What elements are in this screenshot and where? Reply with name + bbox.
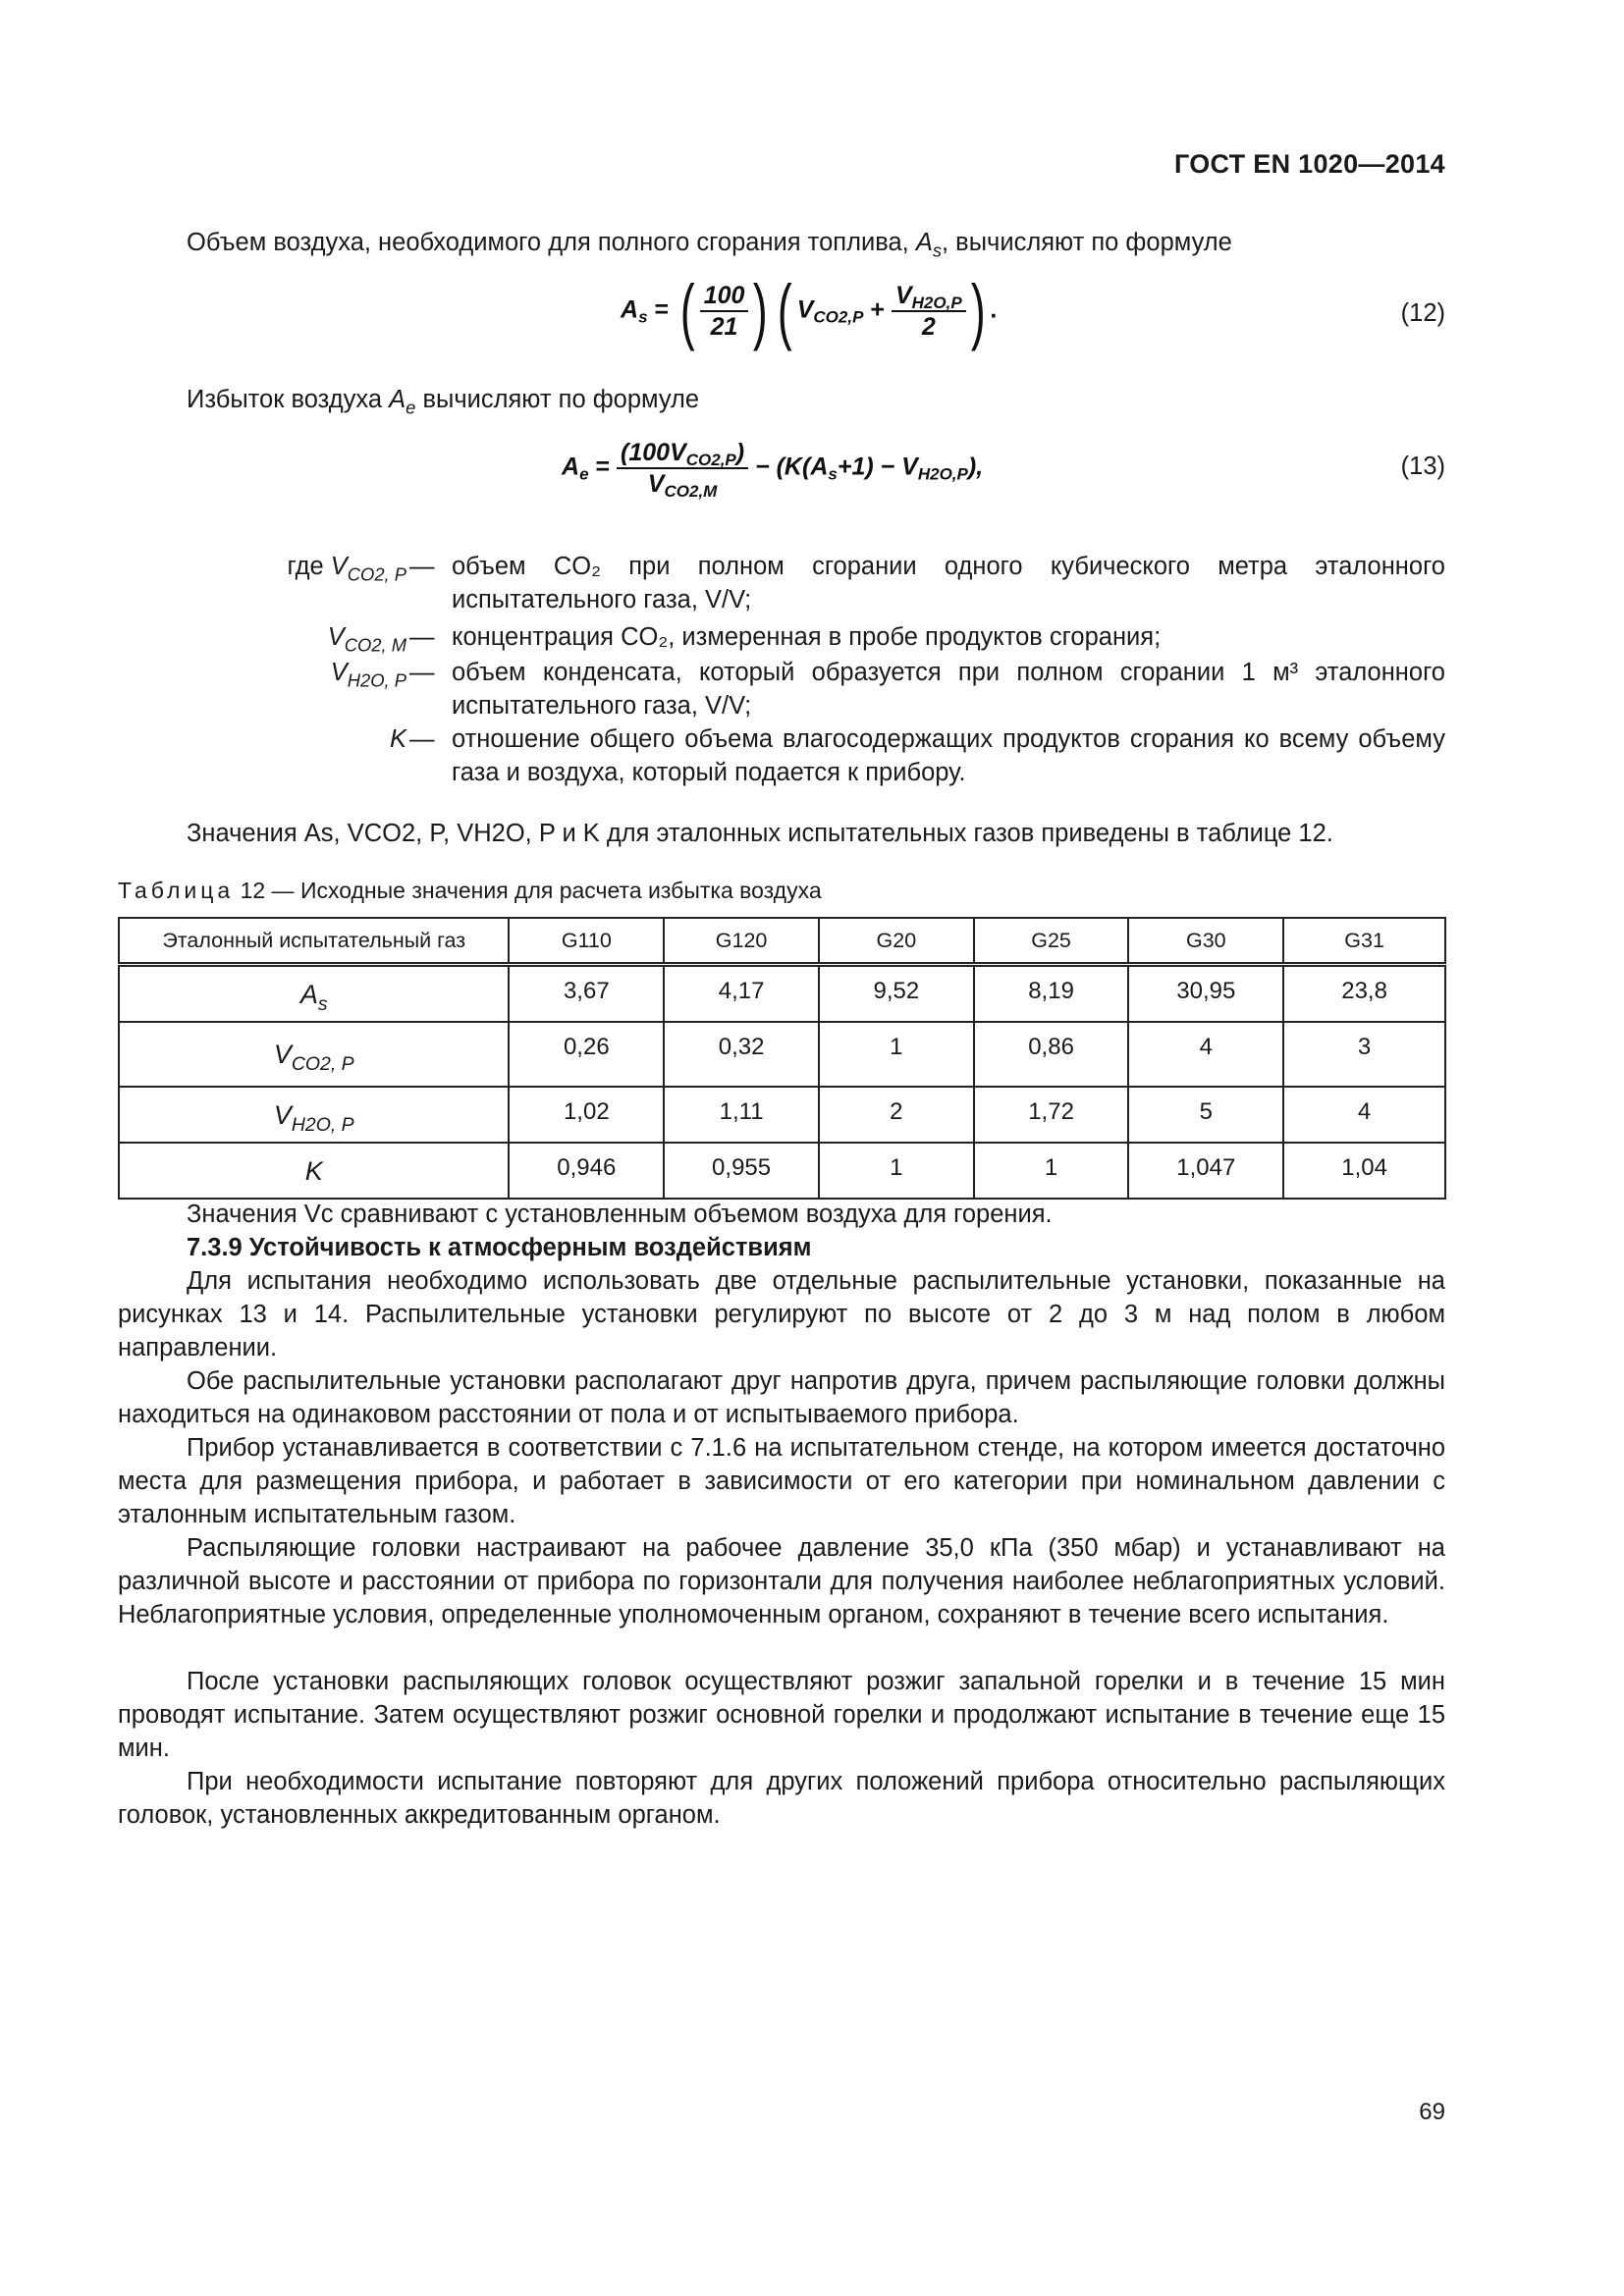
formula-13-den: V — [647, 470, 665, 498]
intro-as-text-post: , вычисляют по формуле — [942, 229, 1232, 256]
formula-13-den-sub: CO2,M — [664, 482, 718, 502]
table-header-cell: G120 — [664, 918, 819, 965]
table-cell: 1,04 — [1283, 1143, 1445, 1199]
formula-13-rest-mid: +1) − V — [837, 453, 918, 481]
table-header-cell: G31 — [1283, 918, 1445, 965]
body-paragraph: Для испытания необходимо использовать две отдельные распылительные установки, показанные на рисунках 13 и 14. Распылительные установки регулируют по высоте от 2 до 3 м над полом в любом направлении. — [118, 1267, 1445, 1362]
table-row — [119, 1022, 1445, 1087]
table-cell: 0,955 — [664, 1143, 819, 1199]
vc-sentence: Значения Vc сравнивают с установленным объемом воздуха для горения. — [187, 1201, 1053, 1228]
definition-term-sub: H2O, P — [347, 669, 406, 691]
intro-ae-text-post: вычисляют по формуле — [415, 386, 700, 413]
body-paragraph: После установки распыляющих головок осуществляют розжиг запальной горелки и в течение 15 мин проводят испытание. Затем осуществляют розжиг основной горелки и продолжают испытание в течение еще 15 мин. — [118, 1668, 1445, 1762]
definition-text: объем конденсата, который образуется при полном сгорании 1 м³ эталонного испытательного газа, V/V; — [452, 659, 1445, 720]
table-cell: 2 — [819, 1087, 974, 1143]
body-paragraph: Прибор устанавливается в соответствии с 7.1.6 на испытательном стенде, на котором имеется достаточно места для размещения прибора, и работает в зависимости от его категории при номинальном давлении с эталонным испытательным газом. — [118, 1434, 1445, 1528]
definition-prefix: где — [287, 553, 331, 580]
table-cell: 4,17 — [664, 965, 819, 1023]
formula-13-lhs: A — [562, 453, 580, 481]
table-header-cell: G110 — [509, 918, 664, 965]
table-cell: 0,26 — [509, 1022, 664, 1087]
row-label-symbol: K — [304, 1155, 323, 1186]
table-cell: 8,19 — [974, 965, 1129, 1023]
formula-12-v2-den: 2 — [921, 313, 936, 341]
table-cell: 3,67 — [509, 965, 664, 1023]
intro-ae-text: Избыток воздуха — [187, 386, 390, 413]
equation-number-13: (13) — [1400, 453, 1445, 480]
definition-term-symbol: K — [389, 725, 406, 753]
table-cell: 4 — [1283, 1087, 1445, 1143]
definition-text: концентрация CO₂, измеренная в пробе продуктов сгорания; — [452, 623, 1162, 651]
formula-12-lhs-sub: s — [638, 307, 648, 327]
intro-as-text: Объем воздуха, необходимого для полного сгорания топлива, — [187, 229, 916, 256]
formula-12-fraction-2 — [892, 281, 966, 342]
formula-12-v1: V — [796, 295, 814, 324]
row-label-symbol: A — [299, 979, 318, 1009]
formula-12-den: 21 — [710, 313, 738, 341]
table-cell: 1 — [974, 1143, 1129, 1199]
formula-12-fraction — [700, 281, 749, 342]
formula-12-num: 100 — [700, 281, 749, 312]
definition-term — [287, 550, 406, 583]
formula-13-fraction — [617, 438, 748, 502]
table-header-cell: Эталонный испытательный газ — [119, 918, 509, 965]
formula-13-rest-post: ), — [967, 453, 984, 481]
definition-text: отношение общего объема влагосодержащих продуктов сгорания ко всему объему газа и воздуха, который подается к прибору. — [452, 725, 1445, 786]
page-number: 69 — [1419, 2099, 1445, 2125]
formula-13-lhs-sub: e — [579, 464, 589, 484]
section-heading: 7.3.9 Устойчивость к атмосферным воздействиям — [187, 1234, 812, 1261]
definition-term-symbol: V — [330, 659, 348, 686]
formula-12-v1-sub: CO2,P — [813, 307, 864, 327]
definition-term — [331, 656, 406, 689]
table-header-cell: G20 — [819, 918, 974, 965]
formula-13-rest-sub2: H2O,P — [917, 464, 968, 484]
values-sentence: Значения As, VCO2, P, VH2O, P и K для эталонных испытательных газов приведены в таблице 12. — [187, 820, 1333, 847]
table-header-row — [119, 918, 1445, 965]
table-cell: 1,02 — [509, 1087, 664, 1143]
table-header-cell: G25 — [974, 918, 1129, 965]
body-paragraph: При необходимости испытание повторяют для других положений прибора относительно распыляющих головок, установленных аккредитованным органом. — [118, 1768, 1445, 1829]
definition-text: объем CO₂ при полном сгорании одного кубического метра эталонного испытательного газа, V/V; — [452, 553, 1445, 614]
formula-12-lhs: A — [621, 295, 639, 324]
table-row-label — [119, 965, 509, 1023]
definition-term-symbol: V — [330, 553, 348, 580]
table-12 — [118, 917, 1446, 1200]
definition-dash: — — [409, 725, 435, 753]
definition-term — [328, 620, 406, 654]
row-label-symbol: V — [273, 1099, 292, 1130]
formula-13-rest-pre: − (K(A — [755, 453, 829, 481]
definition-term-symbol: V — [327, 623, 345, 651]
table-cell: 0,946 — [509, 1143, 664, 1199]
definition-dash: — — [409, 659, 435, 686]
formula-13-num-sub: CO2,P — [685, 451, 736, 470]
table-caption-word: Таблица — [118, 878, 235, 903]
definition-term — [390, 722, 406, 756]
formula-12: $A_s$ = ( $\frac{100}{21}$ ) ( $V_{CO2,P}$ + $\frac{V_{H2O,P}}{2}$ ) . — [621, 270, 998, 351]
table-caption — [118, 874, 822, 907]
table-row-label — [119, 1022, 509, 1087]
formula-12-plus: + — [870, 295, 885, 324]
table-cell: 30,95 — [1128, 965, 1283, 1023]
row-label-symbol: V — [273, 1040, 292, 1069]
formula-13-num-pre: (100V — [621, 439, 686, 466]
definition-dash: — — [409, 623, 435, 651]
table-row — [119, 965, 1445, 1023]
table-cell: 4 — [1128, 1022, 1283, 1087]
row-label-sub: s — [317, 992, 328, 1015]
definition-term-sub: CO2, P — [347, 563, 406, 585]
intro-as-line — [118, 226, 1445, 259]
body-paragraph: Обе распылительные установки располагают друг напротив друга, причем распыляющие головки должны находиться на одинаковом расстоянии от пола и от испытываемого прибора. — [118, 1367, 1445, 1428]
intro-ae-line — [118, 383, 1445, 416]
table-cell: 1,047 — [1128, 1143, 1283, 1199]
table-cell: 1 — [819, 1022, 974, 1087]
definition-dash: — — [409, 553, 435, 580]
body-paragraph: Распыляющие головки настраивают на рабочее давление 35,0 кПа (350 мбар) и устанавливают на различной высоте и расстоянии от прибора по горизонтали для получения наиболее неблагоприятных условий. Неблагоприятные условия, определенные уполномоченным органом, сохраняют в течение всего испытания. — [118, 1534, 1445, 1629]
table-cell: 1,11 — [664, 1087, 819, 1143]
row-label-sub: CO2, P — [291, 1052, 354, 1075]
table-row-label — [119, 1143, 509, 1199]
formula-13-rest-sub1: s — [828, 464, 838, 484]
ae-symbol: $A_e$ — [389, 386, 416, 418]
document-header: ГОСТ EN 1020—2014 — [1173, 149, 1445, 179]
table-cell: 9,52 — [819, 965, 974, 1023]
table-cell: 1,72 — [974, 1087, 1129, 1143]
as-symbol: $A_s$ — [915, 229, 943, 261]
formula-13-num-post: ) — [735, 439, 745, 466]
table-row — [119, 1143, 1445, 1199]
row-label-sub: H2O, P — [291, 1113, 354, 1136]
table-row — [119, 1087, 1445, 1143]
definition-term-sub: CO2, M — [344, 634, 406, 656]
table-cell: 0,32 — [664, 1022, 819, 1087]
table-caption-text: 12 — Исходные значения для расчета избытка воздуха — [234, 878, 822, 903]
formula-12-v2-sub: H2O,P — [911, 294, 962, 313]
table-header-cell: G30 — [1128, 918, 1283, 965]
table-cell: 23,8 — [1283, 965, 1445, 1023]
table-cell: 0,86 — [974, 1022, 1129, 1087]
equation-number-12: (12) — [1400, 299, 1445, 327]
table-cell: 1 — [819, 1143, 974, 1199]
formula-13: $A_e$ = $\frac{(100V_{CO2,P})}{V_{CO2,M}}$ − $(K(A_s+1) - V_{H2O,P})$, — [562, 439, 984, 502]
formula-12-v2: V — [894, 282, 912, 309]
table-row-label — [119, 1087, 509, 1143]
table-cell: 3 — [1283, 1022, 1445, 1087]
table-cell: 5 — [1128, 1087, 1283, 1143]
